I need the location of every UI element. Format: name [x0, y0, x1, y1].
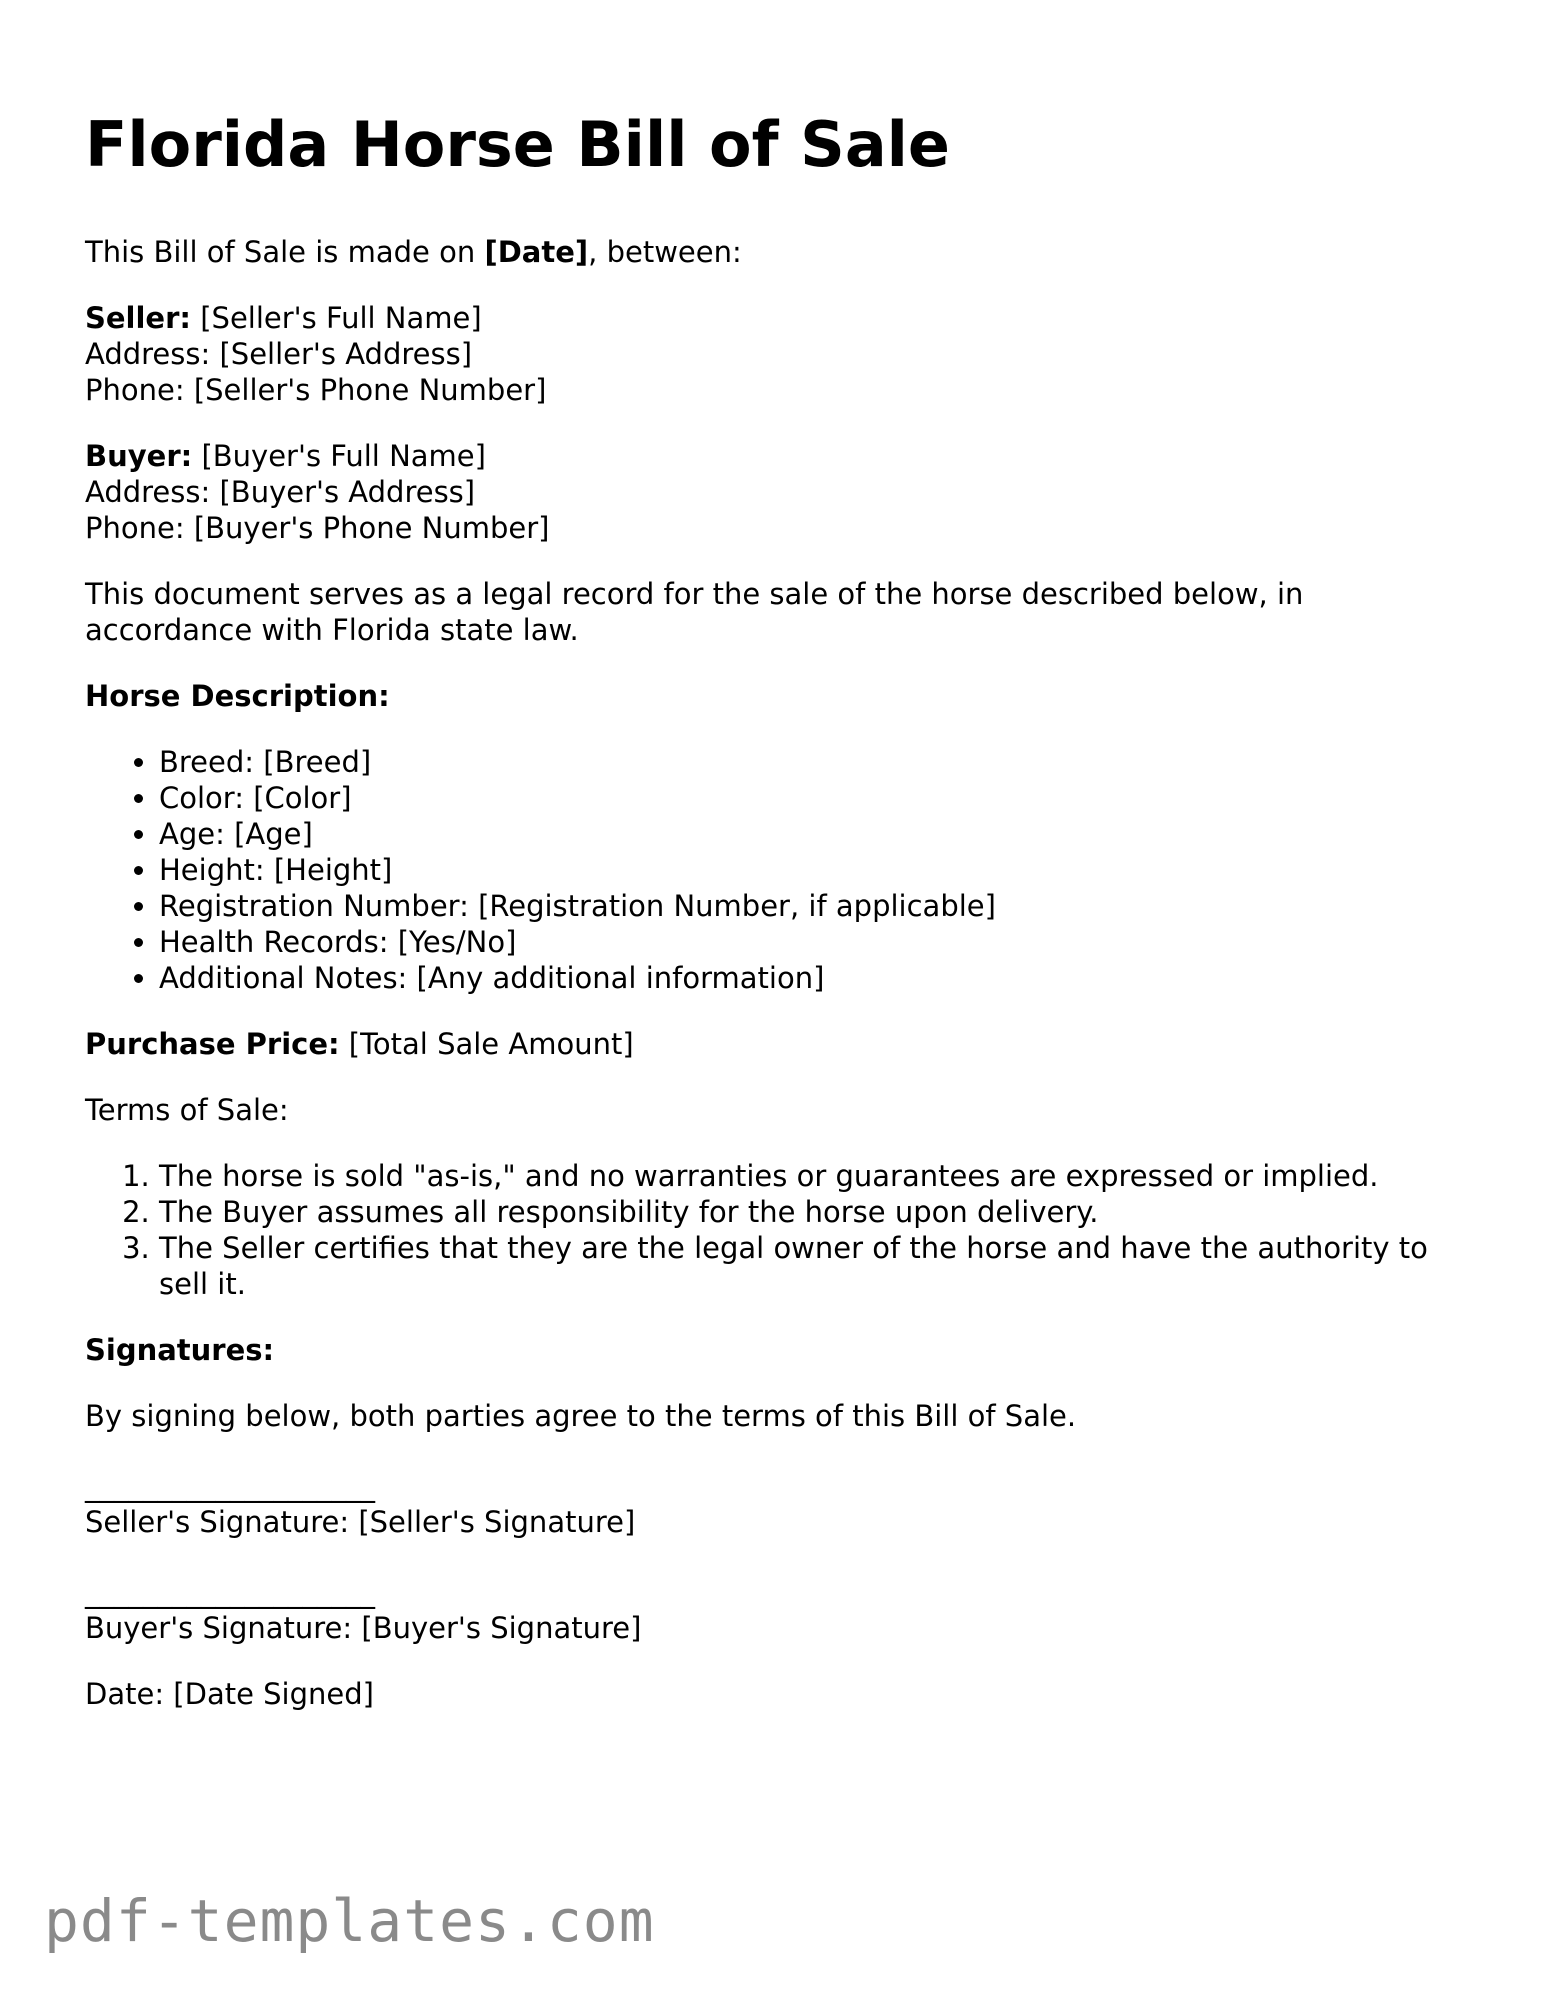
date-placeholder: [Date] [484, 235, 589, 269]
date-signed: Date: [Date Signed] [85, 1677, 374, 1711]
terms-heading: Terms of Sale: [85, 1093, 289, 1127]
list-item: • Height: [Height] [159, 852, 1465, 888]
buyer-name-line [85, 438, 1465, 474]
horse-description-label: Horse Description: [85, 679, 390, 713]
list-item: • Age: [Age] [159, 816, 1465, 852]
seller-block [85, 300, 1465, 408]
seller-phone: Phone: [Seller's Phone Number] [85, 373, 547, 407]
seller-name: [Seller's Full Name] [191, 301, 482, 335]
buyer-address: Address: [Buyer's Address] [85, 475, 476, 509]
seller-label: Seller: [85, 301, 192, 335]
signatures-label: Signatures: [85, 1333, 275, 1367]
intro-prefix: This Bill of Sale is made on [85, 235, 485, 269]
legal-statement: This document serves as a legal record for the sale of the horse described below, in accordance with Florida state law. [85, 577, 1304, 647]
list-item: • Health Records: [Yes/No] [159, 924, 1465, 960]
watermark: pdf-templates.com [44, 1887, 655, 1955]
buyer-name: [Buyer's Full Name] [192, 439, 486, 473]
list-item: 1. The horse is sold "as-is," and no warranties or guarantees are expressed or implied. [159, 1158, 1465, 1194]
terms-list [85, 1158, 1465, 1302]
intro-paragraph [85, 234, 1465, 270]
buyer-phone: Phone: [Buyer's Phone Number] [85, 511, 550, 545]
list-item: 2. The Buyer assumes all responsibility for the horse upon delivery. [159, 1194, 1465, 1230]
buyer-label: Buyer: [85, 439, 193, 473]
intro-suffix: , between: [588, 235, 742, 269]
seller-signature-line: ____________________ [85, 1469, 375, 1503]
list-item: • Breed: [Breed] [159, 744, 1465, 780]
buyer-signature-block [85, 1574, 1465, 1646]
buyer-signature-line: ____________________ [85, 1575, 375, 1609]
document-page [85, 100, 1465, 1742]
seller-address: Address: [Seller's Address] [85, 337, 473, 371]
seller-signature-block [85, 1468, 1465, 1540]
seller-name-line [85, 300, 1465, 336]
signatures-heading [85, 1332, 1465, 1368]
purchase-price-label: Purchase Price: [85, 1027, 340, 1061]
list-item: 3. The Seller certifies that they are the legal owner of the horse and have the authority to sell it. [159, 1230, 1465, 1302]
signatures-statement: By signing below, both parties agree to the terms of this Bill of Sale. [85, 1399, 1077, 1433]
horse-description-list [85, 744, 1465, 996]
buyer-block [85, 438, 1465, 546]
buyer-signature: Buyer's Signature: [Buyer's Signature] [85, 1611, 642, 1645]
list-item: • Additional Notes: [Any additional information] [159, 960, 1465, 996]
purchase-price [85, 1026, 1465, 1062]
purchase-price-value: [Total Sale Amount] [339, 1027, 634, 1061]
seller-signature: Seller's Signature: [Seller's Signature] [85, 1505, 636, 1539]
horse-description-heading [85, 678, 1465, 714]
document-title: Florida Horse Bill of Sale [85, 108, 950, 181]
list-item: • Color: [Color] [159, 780, 1465, 816]
list-item: • Registration Number: [Registration Number, if applicable] [159, 888, 1465, 924]
